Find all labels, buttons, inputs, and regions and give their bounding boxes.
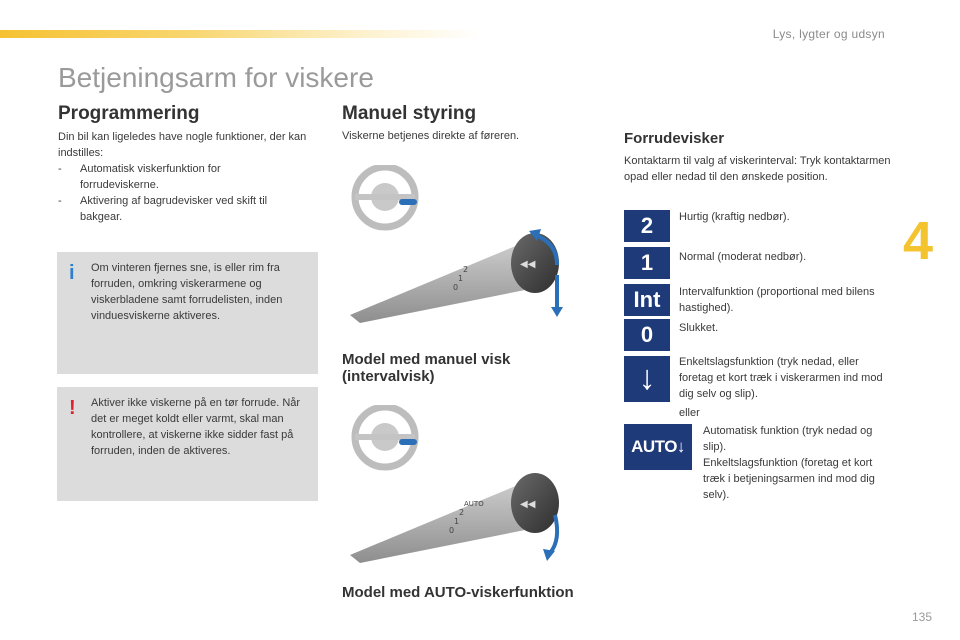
warning-box-text: Aktiver ikke viskerne på en tør forrude. Når det er meget koldt eller varmt, skal man kontrollere, at viskerne ikke sidder fast på forruden, inden de aktiveres. xyxy=(91,397,301,457)
list-item-text: Automatisk viskerfunktion for forrudeviskerne. xyxy=(80,163,221,191)
header-accent-bar xyxy=(0,30,480,38)
list-item xyxy=(58,193,320,225)
heading-manuel-styring: Manuel styring xyxy=(342,103,477,124)
position-desc: Enkeltslagsfunktion (tryk nedad, eller foretag et kort træk i viskerarmen ind mod dig selv og slip). xyxy=(679,356,883,400)
position-tile-1: 1 xyxy=(624,247,670,279)
heading-forrudevisker: Forrudevisker xyxy=(624,130,725,147)
wiper-stalk-illustration-auto xyxy=(345,405,575,565)
info-box xyxy=(57,252,318,374)
chapter-title: Lys, lygter og udsyn xyxy=(772,27,885,41)
position-desc: Slukket. xyxy=(679,322,719,334)
stalk-label: 1 xyxy=(458,274,464,283)
heading-programmering: Programmering xyxy=(58,103,200,124)
stalk-label: 1 xyxy=(454,517,460,526)
single-stroke-desc: Enkeltslagsfunktion (foretag et kort træk i betjeningsarmen ind mod dig selv). xyxy=(703,457,875,501)
info-box-text: Om vinteren fjernes sne, is eller rim fra forruden, omkring viskerarmene og viskerbladene samt forrudelisten, inden vinduesviskerne aktiveres. xyxy=(91,262,283,322)
position-tile-2: 2 xyxy=(624,210,670,242)
auto-desc: Automatisk funktion (tryk nedad og slip). xyxy=(703,425,873,453)
heading-model-manual: Model med manuel visk (intervalvisk) xyxy=(342,351,511,385)
stalk-body xyxy=(350,233,559,323)
programmering-intro: Din bil kan ligeledes have nogle funktioner, der kan indstilles: xyxy=(58,131,307,159)
chapter-number: 4 xyxy=(903,211,934,271)
page-number: 135 xyxy=(912,610,933,624)
page-title: Betjeningsarm for viskere xyxy=(58,62,374,93)
position-desc: Normal (moderat nedbør). xyxy=(679,251,807,263)
list-dash: - xyxy=(58,195,62,207)
list-item-text: Aktivering af bagrudevisker ved skift til bakgear. xyxy=(80,195,268,223)
manuel-description: Viskerne betjenes direkte af føreren. xyxy=(342,130,520,142)
stalk-label: 2 xyxy=(459,508,465,517)
stalk-label: 2 xyxy=(463,265,469,274)
heading-model-auto: Model med AUTO-viskerfunktion xyxy=(342,584,574,601)
position-tile-0: 0 xyxy=(624,319,670,351)
stalk-label: 0 xyxy=(449,526,455,535)
auto-tile: AUTO↓ xyxy=(624,424,692,470)
steering-wheel-icon xyxy=(355,407,417,467)
stalk-label: AUTO xyxy=(464,500,484,508)
or-label: eller xyxy=(679,407,700,419)
position-desc: Intervalfunktion (proportional med bilens hastighed). xyxy=(679,286,875,314)
down-arrow-icon: ↓ xyxy=(624,356,670,402)
list-item xyxy=(58,161,320,193)
svg-text:◀◀: ◀◀ xyxy=(520,499,536,510)
info-icon: i xyxy=(69,262,75,284)
stalk-label: 0 xyxy=(453,283,459,292)
steering-wheel-icon xyxy=(355,167,417,227)
position-desc: Hurtig (kraftig nedbør). xyxy=(679,211,790,223)
warning-icon: ! xyxy=(69,397,76,419)
list-dash: - xyxy=(58,163,62,175)
forrudevisker-description: Kontaktarm til valg af viskerinterval: Tryk kontaktarmen opad eller nedad til den ønskede position. xyxy=(624,155,891,183)
svg-text:◀◀: ◀◀ xyxy=(520,259,536,270)
warning-box xyxy=(57,387,318,501)
wiper-stalk-illustration-manual xyxy=(345,165,575,325)
position-tile-int: Int xyxy=(624,284,670,316)
